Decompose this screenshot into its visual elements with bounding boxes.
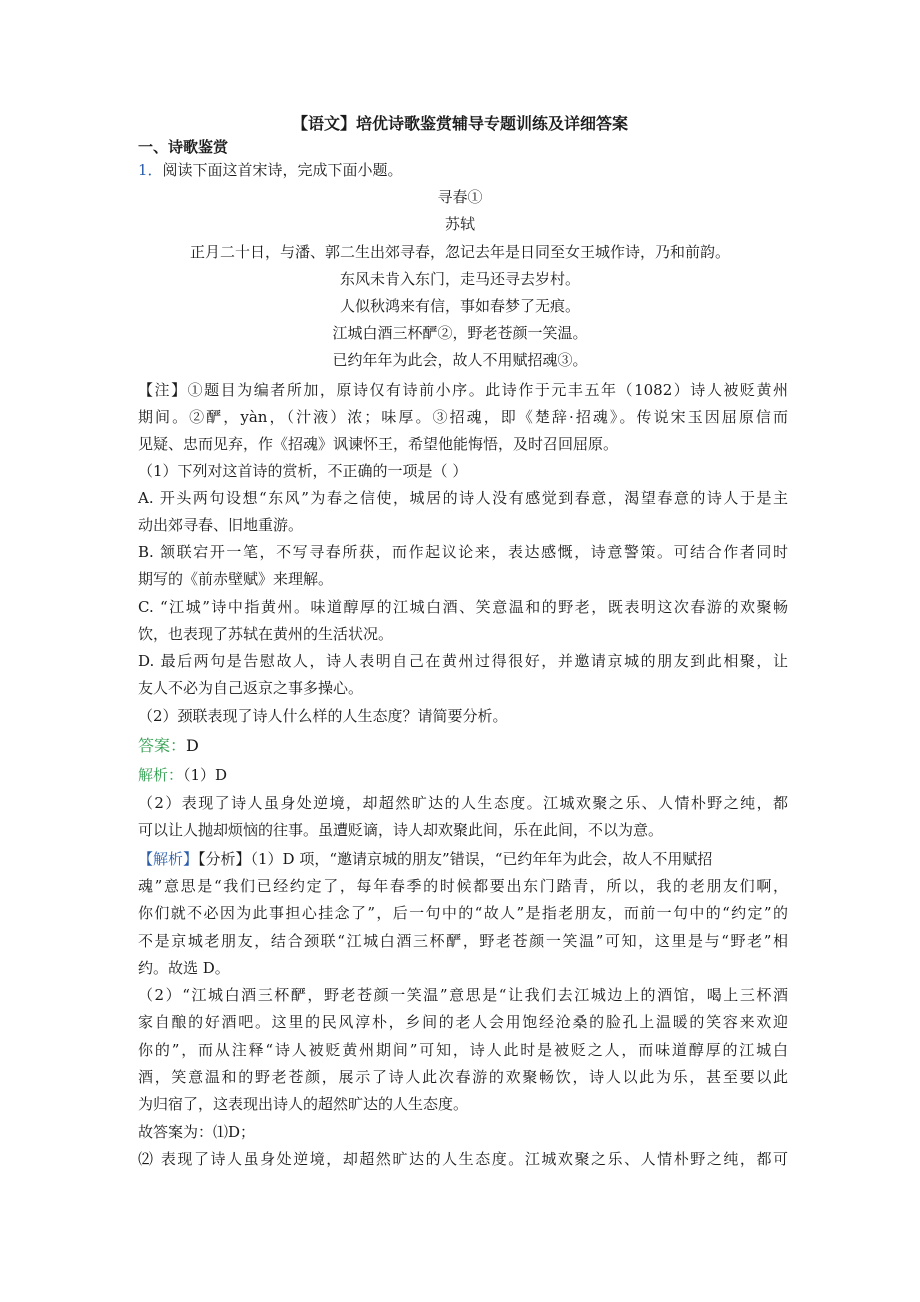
jiexi-line: （2）表现了诗人虽身处逆境，却超然旷达的人生态度。江城欢聚之乐、人情朴野之纯，都 <box>138 794 788 812</box>
poem-title: 寻春① <box>437 188 483 206</box>
analysis-line: 你们就不必因为此事担心挂念了”，后一句中的“故人”是指老朋友，而前一句中的“约定”的 <box>138 904 788 922</box>
analysis2-line: 为归宿了，这表现出诗人的超然旷达的人生态度。 <box>138 1095 469 1113</box>
poem-line: 东风未肯入东门，走马还寻去岁村。 <box>339 270 580 288</box>
option-a-cont: 动出郊寻春、旧地重游。 <box>138 516 304 534</box>
analysis2-line: 你的”，而从注释“诗人被贬黄州期间”可知，诗人此时是被贬之人，而味道醇厚的江城白 <box>138 1041 788 1059</box>
analysis-line: 不是京城老朋友，结合颈联“江城白酒三杯酽，野老苍颜一笑温”可知，这里是与“野老”相 <box>138 932 788 950</box>
sub-question-1: （1）下列对这首诗的赏析，不正确的一项是（ ） <box>138 462 468 480</box>
section-heading: 一、诗歌鉴赏 <box>138 138 229 156</box>
jiexi-line <box>138 765 788 785</box>
jiexi-value: （1）D <box>183 766 228 784</box>
answer-value: D <box>186 736 199 755</box>
jiexi-line: 可以让人抛却烦恼的往事。虽遭贬谪，诗人却欢聚此间，乐在此间，不以为意。 <box>138 821 664 839</box>
note-line: 见疑、忠而见弃，作《招魂》讽谏怀王，希望他能悔悟，及时召回屈原。 <box>138 435 619 453</box>
poem-author: 苏轼 <box>444 215 475 233</box>
analysis-line <box>138 849 788 869</box>
note-line: 【注】①题目为编者所加，原诗仅有诗前小序。此诗作于元丰五年（1082）诗人被贬黄州 <box>138 381 788 399</box>
poem-preface: 正月二十日，与潘、郭二生出郊寻春，忽记去年是日同至女王城作诗，乃和前韵。 <box>189 243 730 261</box>
poem-line: 已约年年为此会，故人不用赋招魂③。 <box>332 351 588 369</box>
poem-line: 江城白酒三杯酽②，野老苍颜一笑温。 <box>332 324 588 342</box>
poem-line: 人似秋鸿来有信，事如春梦了无痕。 <box>339 297 580 315</box>
analysis2-line: 家自酿的好酒吧。这里的民风淳朴，乡间的老人会用饱经沧桑的脸孔上温暖的笑容来欢迎 <box>138 1013 788 1031</box>
document-title: 【语文】培优诗歌鉴赏辅导专题训练及详细答案 <box>291 114 628 133</box>
analysis-first: 【分析】（1）D 项，“邀请京城的朋友”错误，“已约年年为此会，故人不用赋招 <box>198 850 713 868</box>
analysis2-line: 酒，笑意温和的野老苍颜，展示了诗人此次春游的欢聚畅饮，诗人以此为乐，甚至要以此 <box>138 1068 788 1086</box>
option-b-cont: 期写的《前赤壁赋》来理解。 <box>138 570 334 588</box>
question-number: 1． <box>138 161 163 179</box>
note-line: 期间。②酽，yàn，（汁液）浓；味厚。③招魂，即《楚辞·招魂》。传说宋玉因屈原信而 <box>138 408 788 426</box>
analysis-label: 【解析】 <box>138 850 199 868</box>
sub-question-2: （2）颈联表现了诗人什么样的人生态度？请简要分析。 <box>138 707 508 725</box>
answer-line <box>138 736 788 756</box>
question-intro-text: 阅读下面这首宋诗，完成下面小题。 <box>162 161 403 179</box>
analysis-line: 约。故选 D。 <box>138 959 230 977</box>
option-d-cont: 友人不必为自己返京之事多操心。 <box>138 679 364 697</box>
option-b: B. 颔联宕开一笔，不写寻春所获，而作起议论来，表达感慨，诗意警策。可结合作者同时 <box>138 543 788 561</box>
option-d: D. 最后两句是告慰故人，诗人表明自己在黄州过得很好，并邀请京城的朋友到此相聚，让 <box>138 652 788 670</box>
jiexi-label: 解析： <box>138 766 184 784</box>
final-answer: 故答案为：⑴D； <box>138 1123 256 1141</box>
option-c: C. “江城”诗中指黄州。味道醇厚的江城白酒、笑意温和的野老，既表明这次春游的欢聚畅 <box>138 598 788 616</box>
question-intro <box>138 160 788 180</box>
option-c-cont: 饮，也表现了苏轼在黄州的生活状况。 <box>138 625 394 643</box>
final-answer-2: ⑵ 表现了诗人虽身处逆境，却超然旷达的人生态度。江城欢聚之乐、人情朴野之纯，都可 <box>138 1150 788 1168</box>
analysis2-line: （2）“江城白酒三杯酽，野老苍颜一笑温”意思是“让我们去江城边上的酒馆，喝上三杯酒 <box>138 986 788 1004</box>
option-a: A. 开头两句设想“东风”为春之信使，城居的诗人没有感觉到春意，渴望春意的诗人于是主 <box>138 489 788 507</box>
answer-label: 答案： <box>138 736 187 755</box>
analysis-line: 魂”意思是“我们已经约定了，每年春季的时候都要出东门踏青，所以，我的老朋友们啊， <box>138 877 788 895</box>
